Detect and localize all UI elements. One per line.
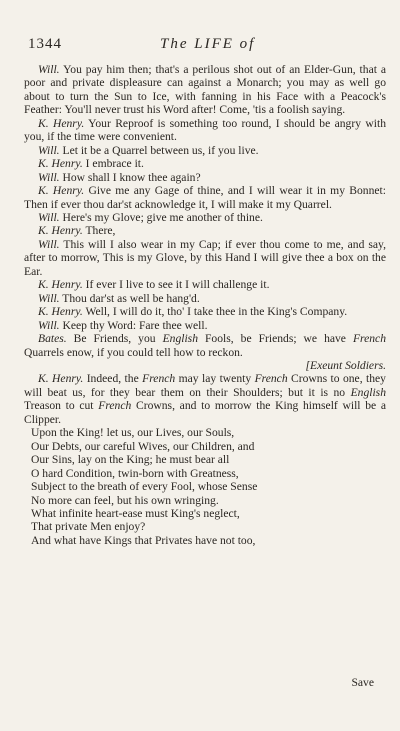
speech-paragraph	[24, 171, 386, 184]
body-text	[24, 63, 386, 547]
speech-paragraph	[24, 305, 386, 318]
text-run: may lay twenty	[175, 372, 255, 386]
text-run: Indeed, the	[83, 372, 143, 386]
speech-paragraph	[24, 157, 386, 170]
text-run: Keep thy Word: Fare thee well.	[59, 318, 208, 332]
verse-line: Our Debts, our careful Wives, our Children, and	[31, 439, 255, 453]
verse-line: And what have Kings that Privates have not too,	[31, 533, 256, 547]
speech-paragraph	[24, 238, 386, 278]
speech-paragraph	[24, 63, 386, 117]
speech-paragraph	[24, 117, 386, 144]
text-run: Crowns to one, they will beat us, for they bear them on their Shoulders; but it is no	[24, 372, 386, 399]
italic-text: Will.	[38, 291, 60, 305]
text-run: Be Friends, you	[66, 332, 163, 346]
catchword: Save	[351, 676, 374, 689]
verse-line: What infinite heart-ease must King's neglect,	[31, 506, 240, 520]
italic-text: K. Henry.	[38, 305, 83, 319]
text-run: If ever I live to see it I will challenge it.	[82, 278, 270, 292]
italic-text: Will.	[38, 318, 60, 332]
italic-text: English	[350, 385, 386, 399]
text-run: Quarrels enow, if you could tell how to reckon.	[24, 345, 243, 359]
speech-paragraph	[24, 184, 386, 211]
text-run: Thou dar'st as well be hang'd.	[59, 291, 200, 305]
italic-text: K. Henry.	[38, 224, 83, 238]
verse-line: That private Men enjoy?	[31, 520, 146, 534]
italic-text: K. Henry.	[38, 184, 85, 198]
text-run: You pay him then; that's a perilous shot out of an Elder-Gun, that a poor and private displeasure can against a Monarch; you may as well go about to turn the Sun to Ice, with fanning in his Face with a Peacock's Feather: You'll never trust his Word after! Come, 'tis a foolish saying.	[24, 63, 386, 117]
verse-line: Our Sins, lay on the King; he must bear all	[31, 453, 230, 467]
italic-text: Will.	[38, 63, 60, 76]
text-run: Give me any Gage of thine, and I will wear it in my Bonnet: Then if ever thou dar'st acknowledge it, I will make it my Quarrel.	[24, 184, 386, 211]
text-run: Well, I will do it, tho' I take thee in the King's Company.	[82, 305, 348, 319]
speech-paragraph	[24, 332, 386, 359]
text-run: Fools, be Friends; we have	[198, 332, 353, 346]
italic-text: French	[254, 372, 288, 386]
italic-text: K. Henry.	[38, 157, 83, 171]
text-run: Crowns, and to morrow the King himself will be a Clipper.	[24, 399, 387, 426]
italic-text: K. Henry.	[38, 372, 84, 386]
text-run: I embrace it.	[82, 157, 144, 171]
text-run: Your Reproof is something too round, I should be angry with you, if the time were convenient.	[24, 116, 386, 144]
verse-line: Subject to the breath of every Fool, whose Sense	[31, 480, 258, 494]
running-title: The LIFE of	[160, 36, 256, 52]
italic-text: Will.	[38, 170, 60, 184]
text-run: Treason to cut	[24, 399, 99, 413]
italic-text: K. Henry.	[38, 278, 83, 292]
text-run: How shall I know thee again?	[59, 170, 201, 184]
speech-paragraph	[24, 211, 386, 224]
italic-text: K. Henry.	[38, 116, 85, 130]
text-run: Here's my Glove; give me another of thine.	[59, 210, 263, 224]
italic-text: French	[98, 399, 132, 413]
speech-paragraph	[24, 319, 386, 332]
verse-line: Upon the King! let us, our Lives, our Souls,	[31, 426, 235, 440]
italic-text: Will.	[38, 210, 60, 224]
page-number: 1344	[28, 36, 62, 52]
italic-text: Will.	[38, 237, 60, 251]
italic-text: Will.	[38, 143, 60, 157]
speech-paragraph	[24, 278, 386, 291]
text-run: There,	[82, 224, 116, 238]
speech-paragraph	[24, 144, 386, 157]
speech-paragraph	[24, 224, 386, 237]
stage-direction: [Exeunt Soldiers.	[305, 358, 386, 372]
italic-text: English	[162, 332, 198, 346]
dialogue	[24, 63, 386, 359]
verse-line: O hard Condition, twin-born with Greatness,	[31, 466, 239, 480]
italic-text: French	[142, 372, 176, 386]
verse-line: No more can feel, but his own wringing.	[31, 493, 219, 507]
text-run: Let it be a Quarrel between us, if you live.	[59, 143, 259, 157]
final-speech	[24, 372, 386, 426]
italic-text: Bates.	[38, 332, 67, 346]
italic-text: French	[352, 332, 387, 346]
text-run: This will I also wear in my Cap; if ever thou come to me, and say, after to morrow, This is my Glove, by this Hand I will give thee a box on the Ear.	[24, 237, 386, 278]
speech-paragraph	[24, 292, 386, 305]
page-header	[28, 36, 372, 56]
verse-block	[24, 426, 386, 547]
